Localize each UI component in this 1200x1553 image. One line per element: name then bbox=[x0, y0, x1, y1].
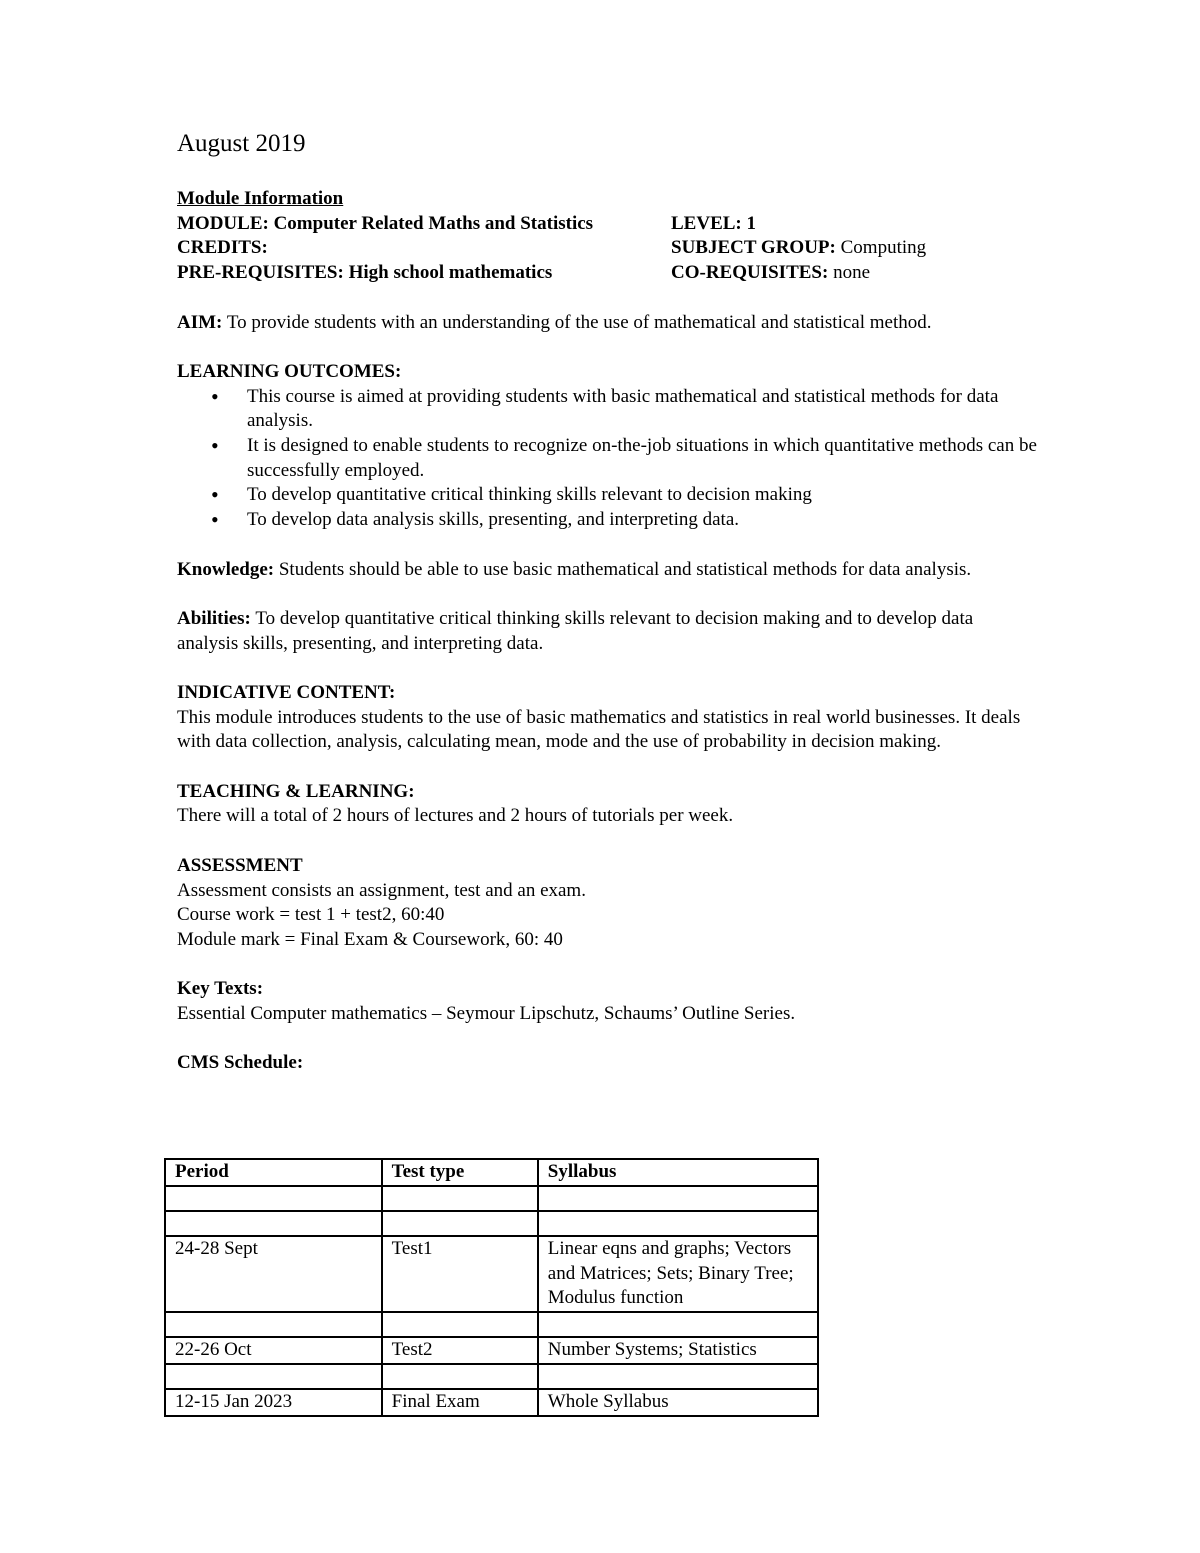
table-row bbox=[165, 1236, 818, 1312]
list-item: • This course is aimed at providing students with basic mathematical and statistical methods for data analysis. bbox=[177, 385, 1037, 434]
key-texts-section bbox=[177, 977, 1037, 1026]
table-cell: Whole Syllabus bbox=[538, 1389, 818, 1416]
indicative-content-section bbox=[177, 681, 1037, 755]
teaching-section bbox=[177, 780, 1037, 829]
assessment-line: Assessment consists an assignment, test and an exam. bbox=[177, 879, 586, 901]
assessment-line: Course work = test 1 + test2, 60:40 bbox=[177, 904, 445, 926]
table-cell bbox=[538, 1312, 818, 1337]
assessment-line: Module mark = Final Exam & Coursework, 60: 40 bbox=[177, 928, 563, 950]
table-header-row bbox=[165, 1159, 818, 1186]
prereq-label: PRE-REQUISITES: bbox=[177, 262, 344, 284]
table-cell bbox=[382, 1186, 538, 1211]
key-texts-heading: Key Texts: bbox=[177, 978, 264, 1000]
schedule-heading: CMS Schedule: bbox=[177, 1052, 304, 1074]
table-row bbox=[165, 1337, 818, 1364]
schedule-table bbox=[164, 1158, 819, 1417]
subject-group-field bbox=[671, 236, 926, 261]
prereq-value: High school mathematics bbox=[348, 262, 553, 284]
credits-row bbox=[177, 236, 1037, 261]
module-field bbox=[177, 212, 671, 237]
table-cell bbox=[538, 1211, 818, 1236]
table-cell: 24-28 Sept bbox=[165, 1236, 382, 1312]
table-cell bbox=[382, 1364, 538, 1389]
assessment-heading: ASSESSMENT bbox=[177, 854, 303, 876]
prereq-row bbox=[177, 261, 1037, 286]
column-header-period: Period bbox=[165, 1159, 382, 1186]
column-header-test-type: Test type bbox=[382, 1159, 538, 1186]
module-label: MODULE: bbox=[177, 212, 269, 234]
table-row bbox=[165, 1312, 818, 1337]
abilities-label: Abilities: bbox=[177, 607, 251, 629]
subject-group-value: Computing bbox=[840, 237, 927, 259]
table-cell bbox=[538, 1186, 818, 1211]
table-cell: Test1 bbox=[382, 1236, 538, 1312]
table-cell bbox=[382, 1312, 538, 1337]
credits-label: CREDITS: bbox=[177, 237, 268, 259]
table-row bbox=[165, 1211, 818, 1236]
learning-outcomes-heading: LEARNING OUTCOMES: bbox=[177, 360, 402, 382]
table-cell: Number Systems; Statistics bbox=[538, 1337, 818, 1364]
table-cell: 12-15 Jan 2023 bbox=[165, 1389, 382, 1416]
document-date: August 2019 bbox=[177, 130, 306, 157]
abilities-text: To develop quantitative critical thinking skills relevant to decision making and to develop data analysis skills, presenting, and interpreting data. bbox=[177, 607, 974, 654]
knowledge-label: Knowledge: bbox=[177, 558, 275, 580]
coreq-label: CO-REQUISITES: bbox=[671, 262, 829, 284]
aim-text: To provide students with an understanding of the use of mathematical and statistical method. bbox=[226, 311, 932, 333]
list-item: • To develop data analysis skills, presenting, and interpreting data. bbox=[177, 508, 1037, 533]
table-cell: 22-26 Oct bbox=[165, 1337, 382, 1364]
table-row bbox=[165, 1389, 818, 1416]
prereq-field bbox=[177, 261, 671, 286]
key-texts-text: Essential Computer mathematics – Seymour Lipschutz, Schaums’ Outline Series. bbox=[177, 1003, 796, 1025]
abilities-section bbox=[177, 607, 1037, 656]
knowledge-text: Students should be able to use basic mathematical and statistical methods for data analysis. bbox=[278, 558, 972, 580]
table-cell: Test2 bbox=[382, 1337, 538, 1364]
table-cell bbox=[165, 1312, 382, 1337]
coreq-field bbox=[671, 261, 870, 286]
level-value: 1 bbox=[746, 212, 756, 234]
level-label: LEVEL: bbox=[671, 212, 742, 234]
indicative-content-heading: INDICATIVE CONTENT: bbox=[177, 681, 396, 703]
table-cell bbox=[538, 1364, 818, 1389]
coreq-value: none bbox=[833, 262, 871, 284]
column-header-syllabus: Syllabus bbox=[538, 1159, 818, 1186]
module-row bbox=[177, 212, 1037, 237]
assessment-section bbox=[177, 854, 1037, 953]
table-cell bbox=[165, 1211, 382, 1236]
subject-group-label: SUBJECT GROUP: bbox=[671, 237, 836, 259]
learning-outcomes-list bbox=[177, 385, 1037, 533]
module-info-section bbox=[177, 187, 1037, 286]
teaching-text: There will a total of 2 hours of lectures and 2 hours of tutorials per week. bbox=[177, 805, 734, 827]
table-cell bbox=[382, 1211, 538, 1236]
learning-outcomes-section bbox=[177, 360, 1037, 533]
table-row bbox=[165, 1186, 818, 1211]
knowledge-section bbox=[177, 558, 1037, 583]
teaching-heading: TEACHING & LEARNING: bbox=[177, 780, 415, 802]
table-cell: Linear eqns and graphs; Vectors and Matrices; Sets; Binary Tree; Modulus function bbox=[538, 1236, 818, 1312]
list-item: • To develop quantitative critical thinking skills relevant to decision making bbox=[177, 483, 1037, 508]
table-cell bbox=[165, 1364, 382, 1389]
module-info-heading: Module Information bbox=[177, 188, 344, 209]
credits-field bbox=[177, 236, 671, 261]
table-row bbox=[165, 1364, 818, 1389]
table-cell bbox=[165, 1186, 382, 1211]
aim-section bbox=[177, 311, 1037, 336]
list-item: • It is designed to enable students to recognize on-the-job situations in which quantitative methods can be successfully employed. bbox=[177, 434, 1037, 483]
module-value: Computer Related Maths and Statistics bbox=[273, 212, 594, 234]
table-cell: Final Exam bbox=[382, 1389, 538, 1416]
document-body bbox=[177, 128, 1037, 1076]
indicative-content-text: This module introduces students to the use of basic mathematics and statistics in real world businesses. It deals with data collection, analysis, calculating mean, mode and the use of probability in decision making. bbox=[177, 706, 1021, 753]
level-field bbox=[671, 212, 756, 237]
aim-label: AIM: bbox=[177, 311, 223, 333]
